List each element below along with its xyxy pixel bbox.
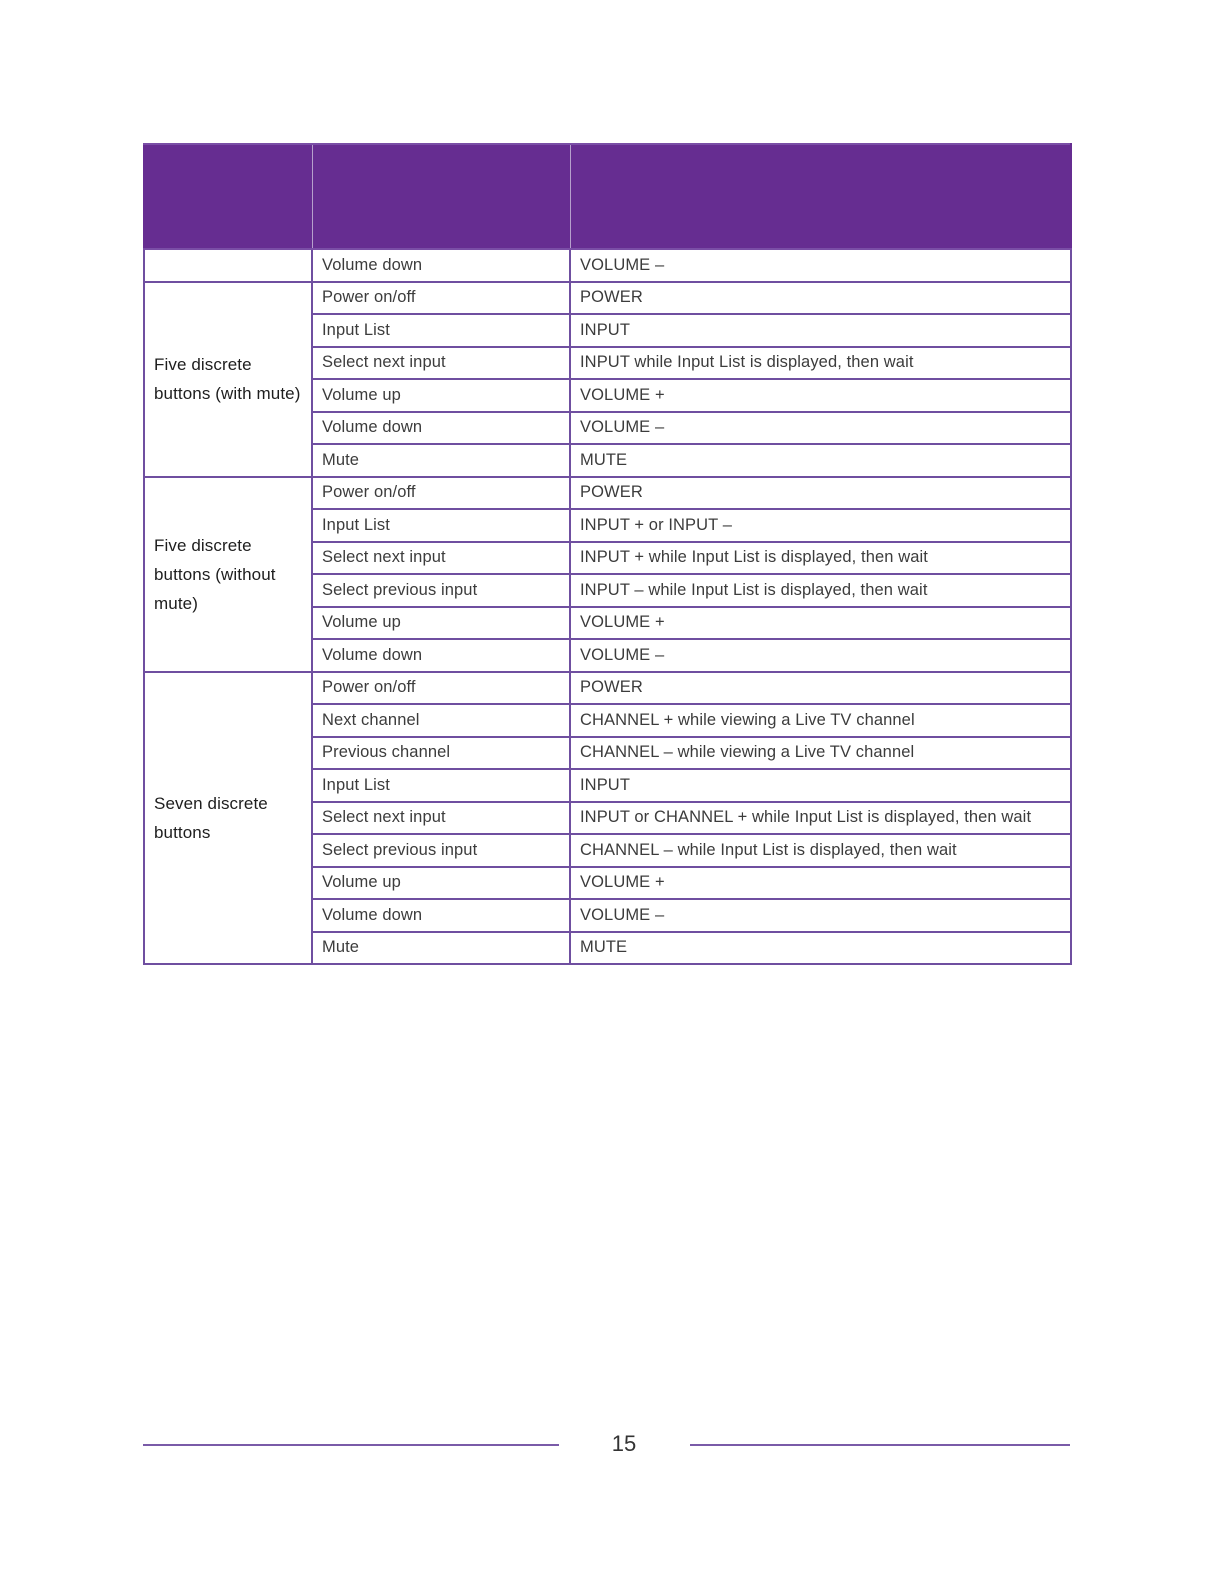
buttons-cell: CHANNEL + while viewing a Live TV channel	[570, 704, 1071, 737]
group-label-cell: Seven discrete buttons	[144, 672, 312, 965]
action-cell: Volume down	[312, 899, 570, 932]
table-header-row	[144, 144, 1071, 249]
group-cell-empty	[144, 249, 312, 282]
action-cell: Previous channel	[312, 737, 570, 770]
header-cell-button-config	[144, 144, 312, 249]
buttons-cell: MUTE	[570, 932, 1071, 965]
action-cell: Select next input	[312, 542, 570, 575]
action-cell: Mute	[312, 444, 570, 477]
action-cell: Next channel	[312, 704, 570, 737]
buttons-cell: MUTE	[570, 444, 1071, 477]
buttons-cell: POWER	[570, 282, 1071, 315]
buttons-cell: INPUT + while Input List is displayed, then wait	[570, 542, 1071, 575]
action-cell: Select next input	[312, 347, 570, 380]
buttons-cell: VOLUME +	[570, 607, 1071, 640]
footer-divider-right	[690, 1444, 1070, 1446]
table-row	[144, 249, 1071, 282]
table-row	[144, 672, 1071, 705]
group-label-cell: Five discrete buttons (without mute)	[144, 477, 312, 672]
buttons-cell: POWER	[570, 672, 1071, 705]
buttons-cell: VOLUME –	[570, 249, 1071, 282]
header-cell-buttons	[570, 144, 1071, 249]
action-cell: Volume up	[312, 607, 570, 640]
header-cell-action	[312, 144, 570, 249]
action-cell: Input List	[312, 769, 570, 802]
action-cell: Input List	[312, 509, 570, 542]
action-cell: Select previous input	[312, 574, 570, 607]
buttons-cell: POWER	[570, 477, 1071, 510]
action-cell: Volume up	[312, 379, 570, 412]
buttons-cell: VOLUME –	[570, 639, 1071, 672]
buttons-cell: INPUT – while Input List is displayed, then wait	[570, 574, 1071, 607]
action-cell: Volume down	[312, 412, 570, 445]
action-cell: Volume down	[312, 639, 570, 672]
group-label-cell: Five discrete buttons (with mute)	[144, 282, 312, 477]
action-cell: Mute	[312, 932, 570, 965]
action-cell: Input List	[312, 314, 570, 347]
buttons-cell: INPUT while Input List is displayed, then wait	[570, 347, 1071, 380]
table-body	[144, 249, 1071, 964]
buttons-cell: VOLUME +	[570, 867, 1071, 900]
action-cell: Power on/off	[312, 672, 570, 705]
buttons-cell: VOLUME +	[570, 379, 1071, 412]
buttons-cell: INPUT	[570, 314, 1071, 347]
buttons-cell: INPUT + or INPUT –	[570, 509, 1071, 542]
footer-divider-left	[143, 1444, 559, 1446]
table-row	[144, 282, 1071, 315]
action-cell: Select previous input	[312, 834, 570, 867]
action-cell: Power on/off	[312, 282, 570, 315]
buttons-cell: VOLUME –	[570, 899, 1071, 932]
page-number: 15	[611, 1431, 637, 1456]
table-header	[144, 144, 1071, 249]
action-cell: Volume up	[312, 867, 570, 900]
buttons-cell: INPUT	[570, 769, 1071, 802]
action-cell: Volume down	[312, 249, 570, 282]
table-row	[144, 477, 1071, 510]
buttons-cell: VOLUME –	[570, 412, 1071, 445]
action-cell: Power on/off	[312, 477, 570, 510]
button-mapping-table	[143, 143, 1072, 965]
action-cell: Select next input	[312, 802, 570, 835]
buttons-cell: CHANNEL – while Input List is displayed, then wait	[570, 834, 1071, 867]
buttons-cell: CHANNEL – while viewing a Live TV channel	[570, 737, 1071, 770]
buttons-cell: INPUT or CHANNEL + while Input List is displayed, then wait	[570, 802, 1071, 835]
